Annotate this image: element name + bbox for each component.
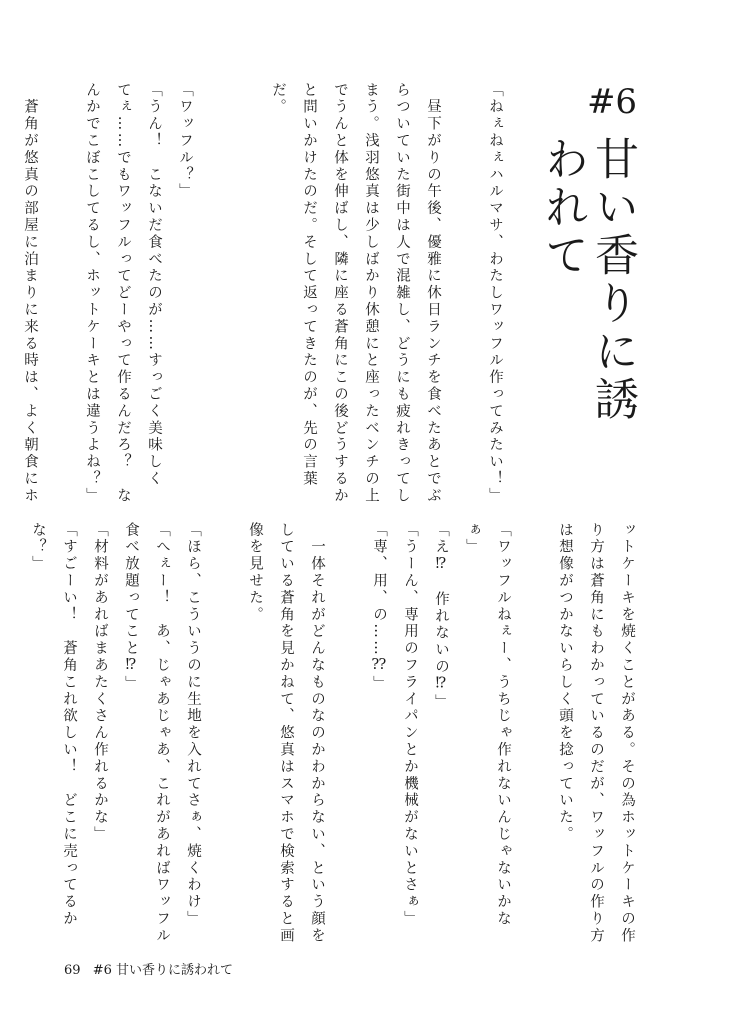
page-number: 69	[64, 963, 81, 978]
chapter-title: 甘い香りに誘われて	[537, 136, 638, 424]
text-line: 「すごーい！ 蒼角これ欲しい！ どこに売ってるか	[61, 522, 77, 928]
text-line: 蒼角が悠真の部屋に泊まりに来る時は、よく朝食にホ	[22, 82, 38, 505]
text-line: でうんと体を伸ばし、隣に座る蒼角にこの後どうするか	[332, 82, 348, 505]
text-line	[518, 522, 549, 947]
text-line: 一体それがどんなものなのかわからない、という顔を	[309, 522, 325, 945]
text-line	[332, 522, 363, 947]
text-line: だ。	[270, 82, 286, 116]
text-line: している蒼角を見かねて、悠真はスマホで検索すると画	[278, 522, 294, 945]
text-line: 「ねぇねぇハルマサ、わたしワッフル作ってみたい！」	[487, 82, 503, 505]
text-line: まう。浅羽悠真は少しばかり休憩にと座ったベンチの上	[363, 82, 379, 505]
text-line: と問いかけたのだ。そして返ってきたのが、先の言葉	[301, 82, 317, 488]
text-line: な？」	[30, 522, 46, 573]
chapter-number: #6	[586, 82, 638, 122]
text-line: は想像がつかないらしく頭を捻っていた。	[557, 522, 573, 844]
text-line	[208, 522, 239, 947]
text-line: 「え⁉ 作れないの⁉」	[433, 522, 449, 711]
text-line: 食べ放題ってこと⁉」	[123, 522, 139, 693]
page-footer	[64, 961, 241, 981]
text-line: 像を見せた。	[247, 522, 263, 624]
top-text-block	[14, 82, 510, 505]
text-line: 「うん！ こないだ食べたのが……すっごく美味しく	[146, 82, 162, 488]
text-line: 「専、用、の……⁇」	[371, 522, 387, 693]
text-line	[448, 82, 479, 497]
text-line: 昼下がりの午後、優雅に休日ランチを食べたあとでぶ	[425, 82, 441, 505]
text-line: 「うーん、専用のフライパンとか機械がないとさぁ」	[402, 522, 418, 928]
text-line: 「ワッフル？」	[177, 82, 193, 201]
text-line: んかでこぼこしてるし、ホットケーキとは違うよね？」	[84, 82, 100, 505]
text-line: ぁ」	[464, 522, 480, 556]
text-line	[231, 82, 262, 497]
running-title: #6 甘い香りに誘われて	[92, 963, 233, 978]
bottom-text-block	[22, 522, 642, 947]
text-line	[45, 82, 76, 497]
text-line: 「ワッフルねぇー、うちじゃ作れないんじゃないかな	[495, 522, 511, 928]
text-line: 「材料があればまあたくさん作れるかな」	[92, 522, 108, 844]
text-line: 「へぇー！ あ、じゃあじゃあ、これがあればワッフル	[154, 522, 170, 945]
text-line: らついていた街中は人で混雑し、どうにも疲れきってし	[394, 82, 410, 505]
text-line: 「ほら、こういうのに生地を入れてさぁ、焼くわけ」	[185, 522, 201, 928]
text-line	[200, 82, 231, 497]
text-line: てぇ……でもワッフルってどーやって作るんだろ？ な	[115, 82, 131, 505]
text-line: ットケーキを焼くことがある。その為ホットケーキの作	[619, 522, 635, 945]
text-line: り方は蒼角にもわかっているのだが、ワッフルの作り方	[588, 522, 604, 945]
